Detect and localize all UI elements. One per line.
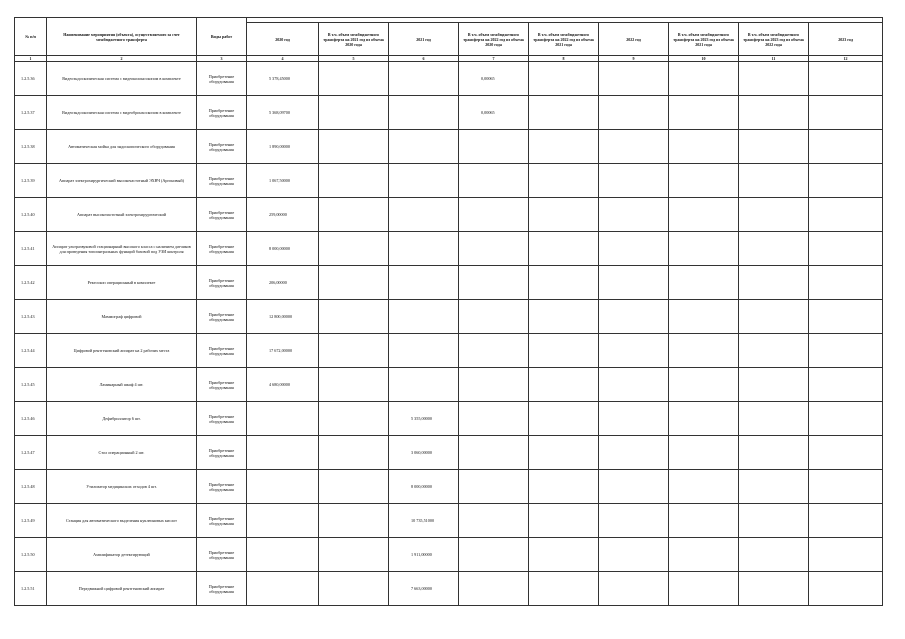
row-2020-value — [247, 572, 319, 606]
row-2020-value: 5 368,09700 — [247, 96, 319, 130]
row-work-type: Приобретение оборудования — [197, 436, 247, 470]
row-2023-value — [809, 572, 883, 606]
row-2021-value — [389, 62, 459, 96]
row-2021-value — [389, 96, 459, 130]
row-2022-incl-2023-from-2021 — [669, 198, 739, 232]
row-2021-value — [389, 198, 459, 232]
table-row — [15, 470, 883, 504]
row-name: Видеоэндоскопическая система с видеоколоноскопом в комплекте — [47, 62, 197, 96]
row-2023-value — [809, 470, 883, 504]
row-2020-value: 1 067,50000 — [247, 164, 319, 198]
row-name: Аппарат ультразвуковой стационарный высокого класса с наличием датчиков для проведения топоинтральных функций базовой под УЗИ контроля — [47, 232, 197, 266]
row-work-type: Приобретение оборудования — [197, 402, 247, 436]
table-row — [15, 402, 883, 436]
row-2020-incl-2021 — [319, 334, 389, 368]
row-2022-value — [599, 470, 669, 504]
row-number: 1.2.5.37 — [15, 96, 47, 130]
row-number: 1.2.5.48 — [15, 470, 47, 504]
row-work-type: Приобретение оборудования — [197, 504, 247, 538]
row-name: Цифровой рентгеновский аппарат на 2 рабочих места — [47, 334, 197, 368]
row-2020-value — [247, 402, 319, 436]
row-2022-incl-2023-from-2021 — [669, 164, 739, 198]
column-number: 2 — [47, 56, 197, 62]
row-2023-value — [809, 504, 883, 538]
row-2022-incl-2023-from-2021 — [669, 572, 739, 606]
row-2022-incl-2023-from-2021 — [669, 538, 739, 572]
row-2020-incl-2021 — [319, 436, 389, 470]
row-2020-value: 12 800,00000 — [247, 300, 319, 334]
row-2023-value — [809, 266, 883, 300]
row-2021-incl-2022-from-2021 — [529, 62, 599, 96]
row-2020-value: 8 000,00000 — [247, 232, 319, 266]
row-2021-incl-2022-from-2021 — [529, 198, 599, 232]
row-2021-value: 3 060,00000 — [389, 436, 459, 470]
row-2022-value — [599, 164, 669, 198]
row-2022-incl-2023-from-2021 — [669, 130, 739, 164]
row-2020-value: 206,00000 — [247, 266, 319, 300]
row-2021-incl-2022-from-2020 — [459, 504, 529, 538]
row-2021-incl-2022-from-2021 — [529, 572, 599, 606]
row-2021-value: 5 355,00000 — [389, 402, 459, 436]
column-number: 4 — [247, 56, 319, 62]
row-2021-incl-2022-from-2020 — [459, 538, 529, 572]
row-2022-value — [599, 572, 669, 606]
row-2020-value: 259,00000 — [247, 198, 319, 232]
column-number: 5 — [319, 56, 389, 62]
row-2021-value: 1 911,00000 — [389, 538, 459, 572]
row-number: 1.2.5.49 — [15, 504, 47, 538]
row-number: 1.2.5.47 — [15, 436, 47, 470]
row-2022-incl-2023-from-2021 — [669, 62, 739, 96]
row-name: Ректоскоп операционный в комплекте — [47, 266, 197, 300]
row-2022-value — [599, 300, 669, 334]
table-row — [15, 368, 883, 402]
column-number: 7 — [459, 56, 529, 62]
row-2021-incl-2022-from-2020 — [459, 368, 529, 402]
row-2021-value — [389, 130, 459, 164]
row-2022-incl-2023-from-2022 — [739, 198, 809, 232]
table-row — [15, 164, 883, 198]
row-2022-incl-2023-from-2022 — [739, 470, 809, 504]
column-number: 9 — [599, 56, 669, 62]
row-2022-incl-2023-from-2021 — [669, 96, 739, 130]
table-row — [15, 130, 883, 164]
row-2022-incl-2023-from-2022 — [739, 368, 809, 402]
row-2020-incl-2021 — [319, 130, 389, 164]
header-2021-incl-2022-from-2020: В т.ч. объем межбюджетного трансферта на 2022 год из объема 2020 года — [459, 23, 529, 56]
table-row — [15, 436, 883, 470]
row-2021-incl-2022-from-2021 — [529, 470, 599, 504]
header-work-type: Виды работ — [197, 18, 247, 56]
row-name: Автоматическая мойка для эндоскопического оборудования — [47, 130, 197, 164]
row-2022-value — [599, 368, 669, 402]
row-2021-value — [389, 232, 459, 266]
header-2022-incl-2023-from-2021: В т.ч. объем межбюджетного трансферта на 2023 год из объема 2021 года — [669, 23, 739, 56]
row-2021-incl-2022-from-2020 — [459, 300, 529, 334]
row-2020-incl-2021 — [319, 402, 389, 436]
row-2020-incl-2021 — [319, 470, 389, 504]
row-2021-incl-2022-from-2020 — [459, 232, 529, 266]
row-2021-incl-2022-from-2020 — [459, 266, 529, 300]
row-2020-incl-2021 — [319, 572, 389, 606]
column-number: 6 — [389, 56, 459, 62]
row-2021-incl-2022-from-2020 — [459, 572, 529, 606]
row-2023-value — [809, 232, 883, 266]
row-2021-incl-2022-from-2021 — [529, 164, 599, 198]
row-2020-value: 5 378,45000 — [247, 62, 319, 96]
row-2021-incl-2022-from-2020 — [459, 402, 529, 436]
row-2022-incl-2023-from-2022 — [739, 232, 809, 266]
row-2021-incl-2022-from-2021 — [529, 266, 599, 300]
row-2021-value: 7 663,00000 — [389, 572, 459, 606]
row-2021-value: 8 000,00000 — [389, 470, 459, 504]
row-number: 1.2.5.42 — [15, 266, 47, 300]
column-number: 1 — [15, 56, 47, 62]
row-2020-value: 1 890,00000 — [247, 130, 319, 164]
row-2023-value — [809, 334, 883, 368]
row-work-type: Приобретение оборудования — [197, 62, 247, 96]
row-name: Маммограф цифровой — [47, 300, 197, 334]
row-name: Утилизатор медицинских отходов 4 шт. — [47, 470, 197, 504]
row-2022-value — [599, 504, 669, 538]
row-2020-value: 4 680,00000 — [247, 368, 319, 402]
row-work-type: Приобретение оборудования — [197, 368, 247, 402]
row-2022-value — [599, 130, 669, 164]
row-2021-incl-2022-from-2020: 0,00065 — [459, 96, 529, 130]
row-number: 1.2.5.36 — [15, 62, 47, 96]
row-2022-value — [599, 232, 669, 266]
row-2021-incl-2022-from-2020: 0,00065 — [459, 62, 529, 96]
row-2022-incl-2023-from-2022 — [739, 266, 809, 300]
row-work-type: Приобретение оборудования — [197, 266, 247, 300]
row-2020-incl-2021 — [319, 504, 389, 538]
row-2022-incl-2023-from-2021 — [669, 266, 739, 300]
table-row — [15, 334, 883, 368]
budget-table — [14, 17, 883, 606]
row-2022-incl-2023-from-2021 — [669, 470, 739, 504]
row-2021-incl-2022-from-2021 — [529, 96, 599, 130]
row-2021-incl-2022-from-2021 — [529, 538, 599, 572]
row-2023-value — [809, 62, 883, 96]
row-2022-incl-2023-from-2022 — [739, 436, 809, 470]
row-number: 1.2.5.46 — [15, 402, 47, 436]
header-2020: 2020 год — [247, 23, 319, 56]
column-number: 3 — [197, 56, 247, 62]
row-2022-incl-2023-from-2021 — [669, 436, 739, 470]
row-2021-value — [389, 266, 459, 300]
header-2023: 2023 год — [809, 23, 883, 56]
row-number: 1.2.5.39 — [15, 164, 47, 198]
row-work-type: Приобретение оборудования — [197, 538, 247, 572]
row-2021-incl-2022-from-2021 — [529, 368, 599, 402]
row-2022-value — [599, 96, 669, 130]
row-2021-incl-2022-from-2021 — [529, 402, 599, 436]
row-2023-value — [809, 130, 883, 164]
row-2021-value: 10 735,51000 — [389, 504, 459, 538]
row-2022-value — [599, 436, 669, 470]
header-2020-incl-2021: В т.ч. объем межбюджетного трансферта на 2021 год из объема 2020 года — [319, 23, 389, 56]
row-2022-value — [599, 62, 669, 96]
table-row — [15, 232, 883, 266]
row-2020-incl-2021 — [319, 232, 389, 266]
row-number: 1.2.5.40 — [15, 198, 47, 232]
row-2020-value: 17 672,00000 — [247, 334, 319, 368]
column-number: 8 — [529, 56, 599, 62]
row-work-type: Приобретение оборудования — [197, 334, 247, 368]
header-2022: 2022 год — [599, 23, 669, 56]
row-2022-value — [599, 334, 669, 368]
row-2021-value — [389, 300, 459, 334]
row-2020-incl-2021 — [319, 62, 389, 96]
row-2021-incl-2022-from-2020 — [459, 436, 529, 470]
row-2022-incl-2023-from-2021 — [669, 504, 739, 538]
row-name: Аппарат электрохирургический высокочастотный ЭХВЧ (Аргоновый) — [47, 164, 197, 198]
row-2020-incl-2021 — [319, 538, 389, 572]
row-2021-incl-2022-from-2021 — [529, 232, 599, 266]
row-2022-incl-2023-from-2021 — [669, 402, 739, 436]
row-2022-incl-2023-from-2022 — [739, 96, 809, 130]
row-number: 1.2.5.50 — [15, 538, 47, 572]
row-work-type: Приобретение оборудования — [197, 470, 247, 504]
column-number: 12 — [809, 56, 883, 62]
row-name: Амплификатор детектирующий — [47, 538, 197, 572]
row-2020-incl-2021 — [319, 198, 389, 232]
table-row — [15, 198, 883, 232]
row-2021-incl-2022-from-2021 — [529, 130, 599, 164]
row-2022-incl-2023-from-2021 — [669, 232, 739, 266]
row-2023-value — [809, 198, 883, 232]
row-2021-value — [389, 164, 459, 198]
table-row — [15, 62, 883, 96]
row-2022-incl-2023-from-2022 — [739, 300, 809, 334]
header-name: Наименование мероприятия (объекта), осуществляемого за счет межбюджетного трансферта — [47, 18, 197, 56]
row-name: Видеоэндоскопическая система с видеобронхоскопом в комплекте — [47, 96, 197, 130]
row-2022-incl-2023-from-2022 — [739, 130, 809, 164]
row-2020-incl-2021 — [319, 368, 389, 402]
row-2022-value — [599, 538, 669, 572]
row-2022-incl-2023-from-2021 — [669, 334, 739, 368]
row-2020-incl-2021 — [319, 164, 389, 198]
table-row — [15, 300, 883, 334]
row-2020-value — [247, 504, 319, 538]
row-2022-incl-2023-from-2021 — [669, 368, 739, 402]
row-2020-value — [247, 470, 319, 504]
row-2023-value — [809, 368, 883, 402]
row-work-type: Приобретение оборудования — [197, 130, 247, 164]
header-2022-incl-2023-from-2022: В т.ч. объем межбюджетного трансферта на 2023 год из объема 2022 года — [739, 23, 809, 56]
row-work-type: Приобретение оборудования — [197, 164, 247, 198]
row-work-type: Приобретение оборудования — [197, 96, 247, 130]
row-2020-value — [247, 538, 319, 572]
row-2021-incl-2022-from-2021 — [529, 334, 599, 368]
row-2022-incl-2023-from-2022 — [739, 334, 809, 368]
row-name: Аппарат высокочастотный электрохирургический — [47, 198, 197, 232]
row-work-type: Приобретение оборудования — [197, 232, 247, 266]
row-name: Дефибриллятор 6 шт. — [47, 402, 197, 436]
table-row — [15, 96, 883, 130]
row-2023-value — [809, 164, 883, 198]
row-2020-incl-2021 — [319, 96, 389, 130]
row-2022-incl-2023-from-2022 — [739, 538, 809, 572]
row-2021-incl-2022-from-2021 — [529, 504, 599, 538]
row-2023-value — [809, 402, 883, 436]
row-2020-incl-2021 — [319, 300, 389, 334]
row-2022-value — [599, 402, 669, 436]
row-2021-value — [389, 334, 459, 368]
row-number: 1.2.5.43 — [15, 300, 47, 334]
row-name: Передвижной цифровой рентгеновский аппарат — [47, 572, 197, 606]
row-2022-incl-2023-from-2022 — [739, 402, 809, 436]
row-2020-incl-2021 — [319, 266, 389, 300]
row-2023-value — [809, 538, 883, 572]
row-name: Стол операционный 2 шт. — [47, 436, 197, 470]
row-2021-incl-2022-from-2020 — [459, 198, 529, 232]
row-number: 1.2.5.44 — [15, 334, 47, 368]
row-2021-incl-2022-from-2020 — [459, 130, 529, 164]
header-2021-incl-2022-from-2021: В т.ч. объем межбюджетного трансферта на 2022 год из объема 2021 года — [529, 23, 599, 56]
row-2021-incl-2022-from-2021 — [529, 436, 599, 470]
row-2022-incl-2023-from-2022 — [739, 164, 809, 198]
row-2022-incl-2023-from-2022 — [739, 504, 809, 538]
row-2023-value — [809, 96, 883, 130]
row-2023-value — [809, 300, 883, 334]
table-row — [15, 266, 883, 300]
table-body — [15, 62, 883, 606]
row-2021-incl-2022-from-2020 — [459, 470, 529, 504]
header-num: № п/п — [15, 18, 47, 56]
row-2022-incl-2023-from-2022 — [739, 572, 809, 606]
row-work-type: Приобретение оборудования — [197, 198, 247, 232]
table-row — [15, 504, 883, 538]
row-2022-incl-2023-from-2021 — [669, 300, 739, 334]
row-2021-value — [389, 368, 459, 402]
row-work-type: Приобретение оборудования — [197, 572, 247, 606]
data-table-sheet — [14, 17, 883, 606]
table-row — [15, 538, 883, 572]
row-2023-value — [809, 436, 883, 470]
row-name: Ламинарный шкаф 4 шт. — [47, 368, 197, 402]
row-2022-incl-2023-from-2022 — [739, 62, 809, 96]
row-number: 1.2.5.41 — [15, 232, 47, 266]
column-number: 11 — [739, 56, 809, 62]
row-name: Станция для автоматического выделения нуклеиновых кислот — [47, 504, 197, 538]
row-2020-value — [247, 436, 319, 470]
row-number: 1.2.5.45 — [15, 368, 47, 402]
header-2021: 2021 год — [389, 23, 459, 56]
row-number: 1.2.5.38 — [15, 130, 47, 164]
row-work-type: Приобретение оборудования — [197, 300, 247, 334]
row-number: 1.2.5.51 — [15, 572, 47, 606]
row-2021-incl-2022-from-2020 — [459, 334, 529, 368]
table-row — [15, 572, 883, 606]
row-2021-incl-2022-from-2020 — [459, 164, 529, 198]
column-number: 10 — [669, 56, 739, 62]
row-2022-value — [599, 198, 669, 232]
row-2021-incl-2022-from-2021 — [529, 300, 599, 334]
row-2022-value — [599, 266, 669, 300]
